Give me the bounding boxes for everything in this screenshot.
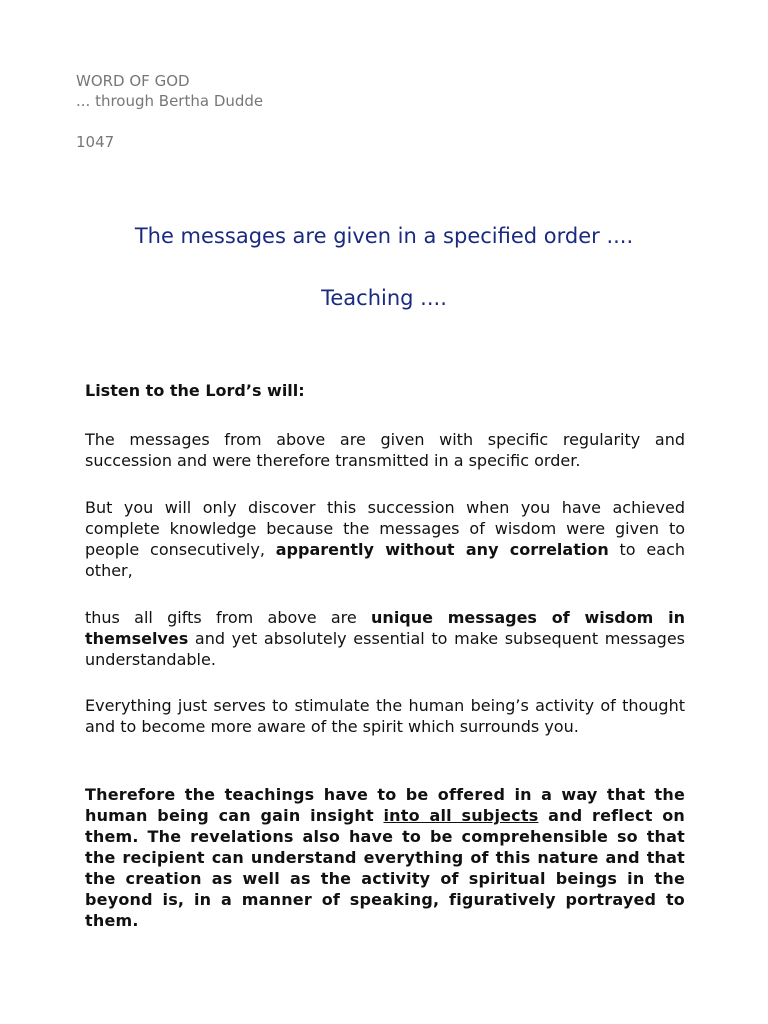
message-number: 1047: [76, 133, 115, 151]
paragraph-3: [85, 607, 685, 670]
paragraph-5: [85, 784, 685, 931]
paragraph-5-text-c: and reflect on them. The revelations also have to be comprehensible so that the recipient can understand everything of this nature and that the creation as well as the activity of spiritual beings in the beyond is, in a manner of speaking, figuratively portrayed to them.: [85, 806, 685, 930]
paragraph-3-text-c: and yet absolutely essential to make subsequent messages understandable.: [85, 629, 685, 669]
paragraph-2: [85, 497, 685, 581]
greeting: Listen to the Lord’s will:: [85, 381, 305, 400]
header-author: ... through Bertha Dudde: [76, 92, 264, 110]
paragraph-2-emphasis: apparently without any correlation: [275, 540, 609, 559]
paragraph-4: Everything just serves to stimulate the human being’s activity of thought and to become more aware of the spirit which surrounds you.: [85, 696, 685, 736]
paragraph-2-text-c: to each other,: [85, 540, 686, 580]
paragraph-5-underlined: into all subjects: [383, 806, 539, 825]
paragraph-3-emphasis: unique messages of wisdom in themselves: [85, 608, 685, 648]
document-header: [76, 71, 263, 152]
paragraph-3-text-a: thus all gifts from above are: [85, 608, 372, 627]
message-title: The messages are given in a specified order ....: [134, 224, 634, 248]
paragraph-1: The messages from above are given with specific regularity and succession and were therefore transmitted in a specific order.: [85, 430, 685, 470]
message-subtitle: Teaching ....: [321, 286, 447, 310]
paragraph-2-text-a: But you will only discover this succession when you have achieved complete knowledge because the messages of wisdom were given to people consecutively,: [85, 498, 685, 559]
paragraph-5-text-a: Therefore the teachings have to be offered in a way that the human being can gain insight: [85, 785, 685, 825]
header-source: WORD OF GOD: [76, 72, 190, 90]
